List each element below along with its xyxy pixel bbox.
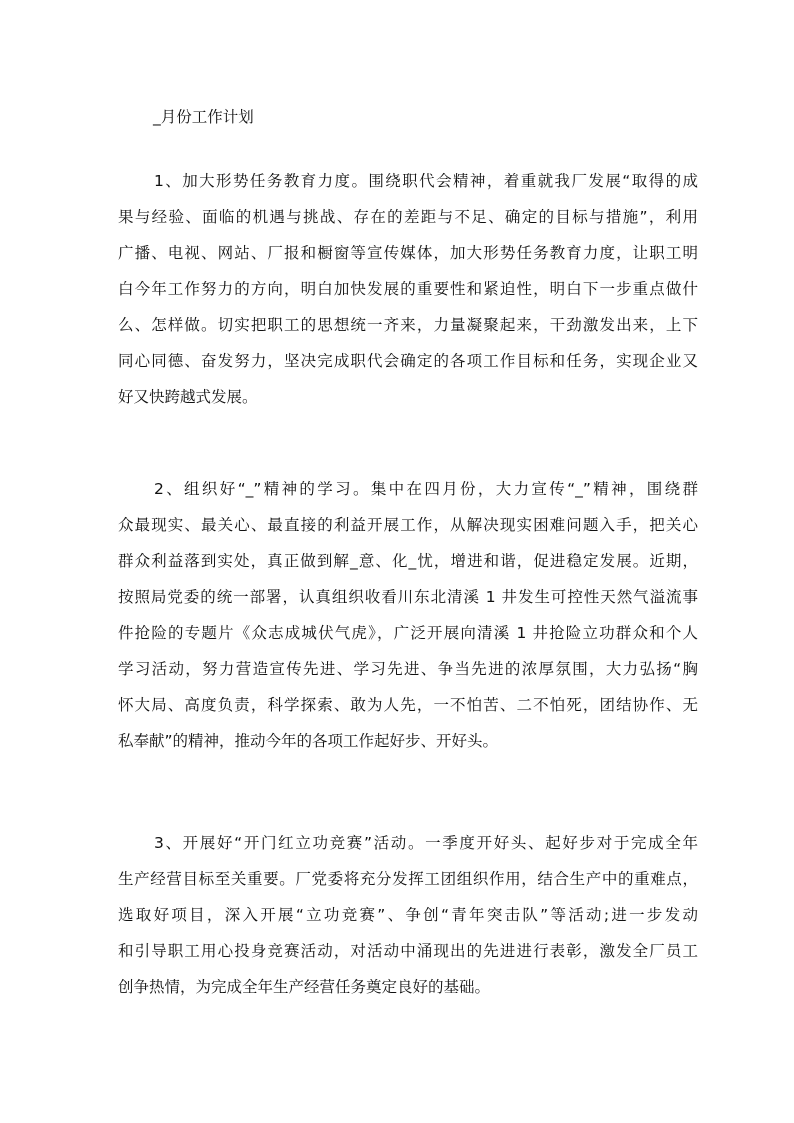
paragraph-1 xyxy=(118,163,698,415)
document-title: _月份工作计划 xyxy=(153,108,254,126)
paragraph-line: 3、开展好“开门红立功竞赛”活动。一季度开好头、起好步对于完成全年 xyxy=(154,834,698,852)
paragraph-3 xyxy=(118,825,698,1005)
paragraph-line: 选取好项目，深入开展“立功竞赛”、争创“青年突击队”等活动;进一步发动 xyxy=(118,906,698,924)
paragraph-line: 创争热情，为完成全年生产经营任务奠定良好的基础。 xyxy=(118,978,491,996)
paragraph-line: 按照局党委的统一部署，认真组织收看川东北清溪 1 井发生可控性天然气溢流事 xyxy=(118,588,698,606)
paragraph-line: 怀大局、高度负责，科学探索、敢为人先，一不怕苦、二不怕死，团结协作、无 xyxy=(118,696,698,714)
paragraph-line: 广播、电视、网站、厂报和橱窗等宣传媒体，加大形势任务教育力度，让职工明 xyxy=(118,244,698,262)
paragraph-line: 白今年工作努力的方向，明白加快发展的重要性和紧迫性，明白下一步重点做什 xyxy=(118,280,698,298)
paragraph-line: 学习活动，努力营造宣传先进、学习先进、争当先进的浓厚氛围，大力弘扬“胸 xyxy=(118,660,698,678)
paragraph-line: 同心同德、奋发努力，坚决完成职代会确定的各项工作目标和任务，实现企业又 xyxy=(118,352,698,370)
paragraph-line: 私奉献”的精神，推动今年的各项工作起好步、开好头。 xyxy=(118,732,499,750)
paragraph-line: 生产经营目标至关重要。厂党委将充分发挥工团组织作用，结合生产中的重难点， xyxy=(118,870,698,888)
paragraph-line: 众最现实、最关心、最直接的利益开展工作，从解决现实困难问题入手，把关心 xyxy=(118,516,698,534)
paragraph-line: 群众利益落到实处，真正做到解_意、化_忧，增进和谐，促进稳定发展。近期， xyxy=(118,552,698,570)
paragraph-line: 好又快跨越式发展。 xyxy=(118,388,258,406)
paragraph-line: 和引导职工用心投身竞赛活动，对活动中涌现出的先进进行表彰，激发全厂员工 xyxy=(118,942,698,960)
paragraph-line: 2、组织好“_”精神的学习。集中在四月份，大力宣传“_”精神，围绕群 xyxy=(154,480,698,498)
paragraph-2 xyxy=(118,471,698,759)
paragraph-line: 1、加大形势任务教育力度。围绕职代会精神，着重就我厂发展“取得的成 xyxy=(154,172,698,190)
paragraph-line: 件抢险的专题片《众志成城伏气虎》，广泛开展向清溪 1 井抢险立功群众和个人 xyxy=(118,624,698,642)
paragraph-line: 果与经验、面临的机遇与挑战、存在的差距与不足、确定的目标与措施”，利用 xyxy=(118,208,698,226)
paragraph-line: 么、怎样做。切实把职工的思想统一齐来，力量凝聚起来，干劲激发出来，上下 xyxy=(118,316,698,334)
